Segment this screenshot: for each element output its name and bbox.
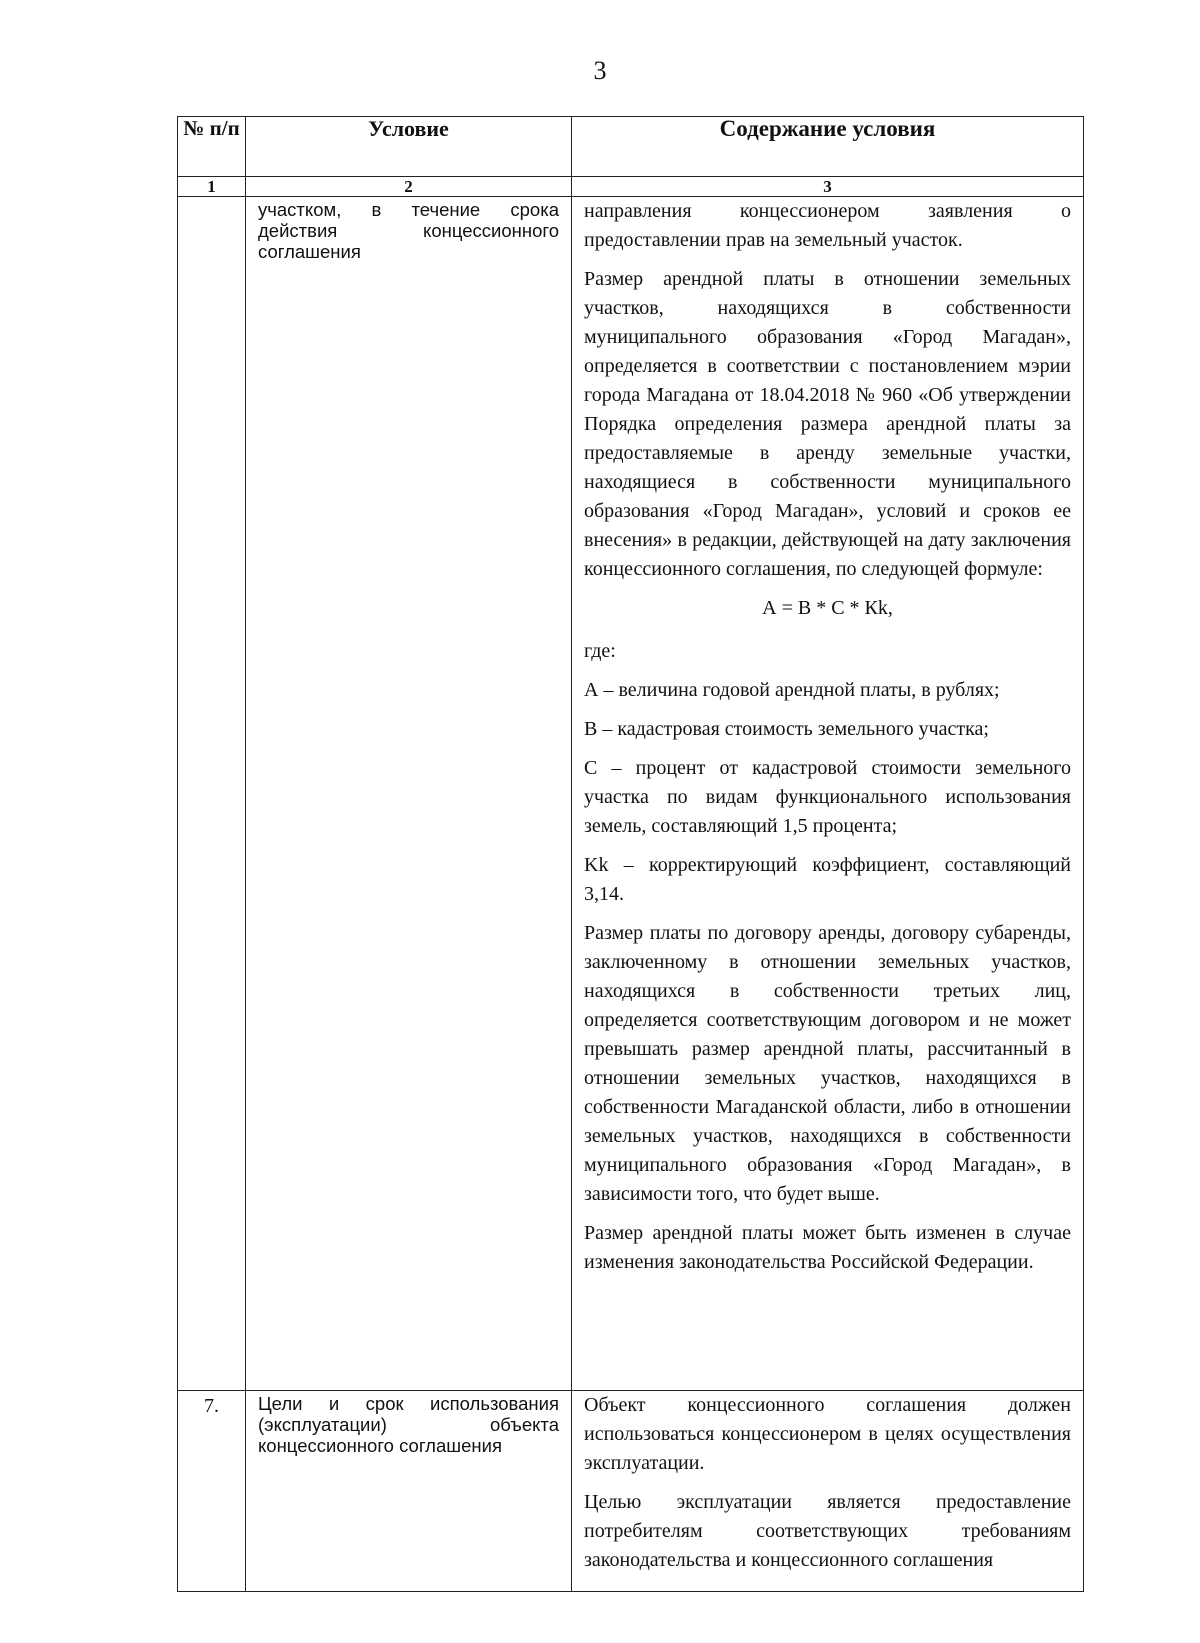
table-row [178, 197, 1084, 1391]
content-paragraph: Объект концессионного соглашения должен использоваться концессионером в целях осуществления эксплуатации. [584, 1394, 1071, 1474]
formula-legend-b: В – кадастровая стоимость земельного участка; [584, 718, 989, 740]
content-paragraph: Размер арендной платы в отношении земельных участков, находящихся в собственности муниципального образования «Город Магадан», определяется в соответствии с постановлением мэрии города Магадана от 18.04.2018 № 960 «Об утверждении Порядка определения размера арендной платы за предоставляемые в аренду земельные участки, находящиеся в собственности муниципального образования «Город Магадан», условий и сроков ее внесения» в редакции, действующей на дату заключения концессионного соглашения, по следующей формуле: [584, 268, 1071, 580]
table-header-row [178, 117, 1084, 177]
header-condition: Условие [246, 117, 572, 177]
page-number: 3 [593, 56, 607, 85]
column-number: 1 [178, 177, 246, 197]
column-number: 3 [572, 177, 1084, 197]
formula-legend-c: С – процент от кадастровой стоимости земельного участка по видам функционального использования земель, составляющий 1,5 процента; [584, 757, 1071, 837]
formula-legend-kk: Kk – корректирующий коэффициент, составляющий 3,14. [584, 854, 1071, 905]
content-cell [572, 1391, 1084, 1592]
table-row [178, 1391, 1084, 1592]
condition-cell: участком, в течение срока действия концессионного соглашения [246, 197, 572, 1391]
condition-cell: Цели и срок использования (эксплуатации) объекта концессионного соглашения [246, 1391, 572, 1592]
column-number-row [178, 177, 1084, 197]
formula-legend-a: А – величина годовой арендной платы, в рублях; [584, 679, 1000, 701]
content-paragraph: Размер арендной платы может быть изменен в случае изменения законодательства Российской Федерации. [584, 1222, 1071, 1273]
content-paragraph: где: [584, 640, 616, 662]
content-paragraph: Целью эксплуатации является предоставление потребителям соответствующих требованиям законодательства и концессионного соглашения [584, 1491, 1071, 1571]
content-cell [572, 197, 1084, 1391]
row-number [178, 197, 246, 1391]
header-content: Содержание условия [572, 117, 1084, 177]
header-number: № п/п [178, 117, 246, 177]
row-number: 7. [178, 1391, 246, 1592]
content-paragraph: Размер платы по договору аренды, договору субаренды, заключенному в отношении земельных участков, находящихся в собственности третьих лиц, определяется соответствующим договором и не может превышать размер арендной платы, рассчитанный в отношении земельных участков, находящихся в собственности Магаданской области, либо в отношении земельных участков, находящихся в собственности муниципального образования «Город Магадан», в зависимости того, что будет выше. [584, 922, 1071, 1205]
conditions-table [177, 116, 1084, 1592]
rent-formula: А = В * С * Кk, [762, 597, 893, 619]
column-number: 2 [246, 177, 572, 197]
content-paragraph: направления концессионером заявления о предоставлении прав на земельный участок. [584, 200, 1071, 251]
